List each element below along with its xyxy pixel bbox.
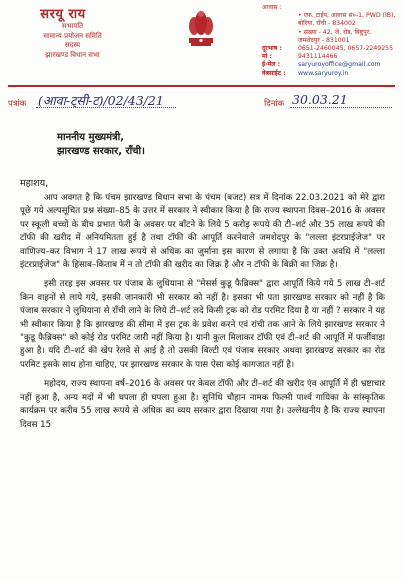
national-emblem-icon — [186, 6, 216, 48]
reference-number: (आवा-ट्सी-ट)/02/43/21 — [38, 93, 164, 108]
website-link[interactable]: www.saryuroy.in — [298, 69, 349, 77]
contact-row: बोरिया, राँची - 834002 — [298, 20, 356, 28]
mobile-row: मो : 9431114466 — [262, 53, 338, 61]
sender-designation: सदस्य — [64, 41, 81, 49]
letter-body — [20, 192, 385, 438]
website-row: वेबसाईट : www.saryuroy.in — [262, 70, 400, 78]
letter-date: 30.03.21 — [292, 92, 348, 107]
contact-row: • संख्या - 42, जे. रोड, बिष्टुपुर, — [298, 28, 372, 36]
email-row: ई-मेल : saryuroyoffice@gmail.com — [262, 61, 400, 69]
body-paragraph: महोदय, राज्य स्थापना वर्ष–2016 के अवसर पर केवल टॉफी और टी–शर्ट की खरीद एंव आपूर्ति में ही भ्रष्टाचार नहीं हुआ है, अन्य मदों में भी घपला ही घपला हुआ है। सुनिधि चौहान नामक फिल्मी पार्श्व गायिका के सांस्कृतिक कार्यक्रम पर करीब 55 लाख रूपये से अधिक का व्यय सरकार द्वारा दिखाया गया है। उल्लेखनीय है कि राज्य स्थापना दिवस 15 — [20, 379, 385, 430]
addressee-block — [57, 131, 145, 159]
letterhead-contact — [262, 4, 400, 78]
addressee-line: माननीय मुख्यमंत्री, — [57, 132, 125, 143]
contact-row: • एफ. टाईप, आवास सं०-1, PWD (IB), — [298, 12, 396, 20]
contact-row: जमशेदपुर - 831001 — [298, 36, 350, 44]
sender-designation: झारखण्ड विधान सभा — [45, 50, 100, 59]
body-paragraph: आप अवगत है कि पंचम झारखण्ड विधान सभा के पंचम (बजट) सत्र में दिनांक 22.03.2021 को मेरे द्वारा पूछे गये अल्पसूचित प्रश्न संख्या–85 के उत्तर में सरकार ने स्वीकार किया है कि राज्य स्थापना दिवस–2016 के अवसर पर स्कूली बच्चों के बीच प्रभात फेरी के अवसर पर बाँटने के लिये 5 करोड़ रूपये की टी–शर्ट और 35 लाख रूपये की टॉफी की खरीद में अनियमितता हुई है तथा टॉफी की आपूर्ति करनेवाले जमशेदपुर के "लल्ला इंटरप्राईजेज" पर वाणिज्य–कर विभाग ने 17 लाख रूपये से अधिक का जुर्माना इस कारण से लगाया है कि उक्त अवधि में "लल्ला इंटरप्राईजेज" के हिसाब–किताब में न तो टॉफी की खरीद का जिक्र है और न टॉफी के बिक्री का जिक्र है। — [20, 193, 385, 271]
letterhead-divider — [8, 85, 395, 87]
reference-row — [6, 92, 397, 112]
date-label: दिनांक — [264, 99, 285, 109]
sender-designation: सभापति — [61, 22, 84, 30]
phone-row: दूरभाष : 0651-2460045, 0657-2249255 — [262, 45, 394, 53]
sender-name: सरयू राय — [40, 7, 86, 22]
reference-label: पत्रांक — [8, 99, 27, 109]
contact-row: आवास : — [262, 4, 282, 11]
body-paragraph: इसी तरह इस अवसर पर पंजाब के लुधियाना से "मेसर्स कुडू फैब्रिक्स" द्वारा आपूर्ति किये गये 5 लाख टी–शर्ट किन वाहनों से लाये गये, इसकी जानकारी भी सरकार को नहीं है। इसका भी पता झारखण्ड सरकार को नहीं है कि पंजाब सरकार ने लुधियाना से राँची लाने के लिये टी–शर्ट लदे किसी ट्रक को रोड परमिट दिया है या नहीं ? सरकार ने यह भी स्वीकार किया है कि झारखण्ड की सीमा में इस ट्रक के प्रवेश करने एवं रांची तक आने के लिये झारखण्ड सरकार ने "कुडू फैब्रिक्स" को कोई रोड परमिट जारी नहीं किया है। यानी कुल मिलाकर टॉफी एवं टी–शर्ट की आपूर्ति में फर्जीवाड़ा हुआ है। यदि टी–शर्ट की खेप रेलवे से आई है तो उसकी बिल्टी एवं पंजाब सरकार अथवा झारखण्ड सरकार का रोड परमिट इसके साथ होना चाहिए, पर झारखण्ड सरकार के पास ऐसा कोई कागजात नहीं है। — [20, 279, 385, 370]
addressee-line: झारखण्ड सरकार, राँची। — [57, 146, 145, 157]
salutation: महाशय, — [20, 178, 49, 189]
email-link[interactable]: saryuroyoffice@gmail.com — [298, 61, 381, 69]
sender-designation: सामान्य प्रयोजन समिति — [43, 31, 102, 40]
reference-underline — [36, 107, 176, 108]
letterhead-sender — [20, 4, 170, 60]
date-underline — [290, 107, 392, 108]
